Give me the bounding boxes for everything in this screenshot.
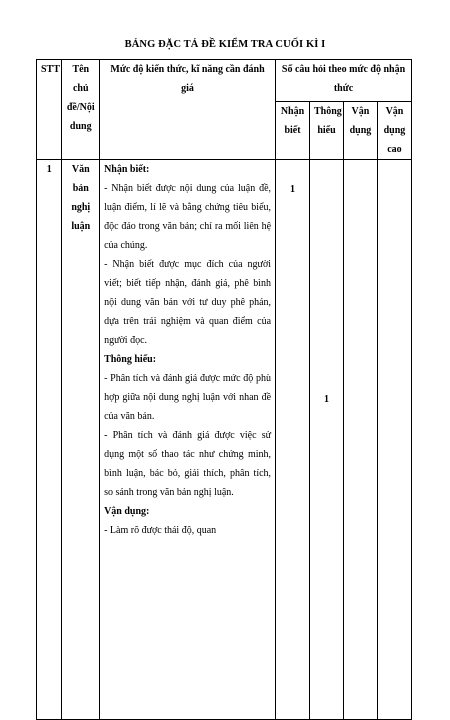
specification-table [36, 59, 412, 720]
section-item: - Nhận biết được nội dung của luận đề, luận điểm, lí lẽ và bằng chứng tiêu biểu, độc đáo trong văn bản; chỉ ra mối liên hệ của chúng. [104, 183, 272, 251]
header-level-nhan-biet: Nhận biết [276, 102, 310, 160]
header-question-group: Số câu hỏi theo mức độ nhận thức [276, 60, 412, 102]
section-heading-thong-hieu: Thông hiểu: [104, 354, 157, 365]
document-title: BẢNG ĐẶC TẢ ĐỀ KIỂM TRA CUỐI KÌ I [124, 39, 326, 50]
section-item: - Phân tích và đánh giá được mức độ phù hợp giữa nội dung nghị luận với nhan đề của văn bản. [104, 373, 272, 422]
section-item: - Phân tích và đánh giá được việc sử dụng một số thao tác như chứng minh, bình luận, bác bỏ, giải thích, phân tích, so sánh trong văn bản nghị luận. [104, 430, 272, 498]
section-item: - Nhận biết được mục đích của người viết; biết tiếp nhận, đánh giá, phê bình nội dung văn bản với tư duy phê phán, dựa trên trải nghiệm và quan điểm của người đọc. [104, 259, 272, 346]
row-topic: Văn bản nghị luận [62, 160, 100, 720]
header-stt: STT [37, 60, 62, 160]
section-heading-nhan-biet: Nhận biết: [104, 164, 150, 175]
header-topic: Tên chủ đề/Nội dung [62, 60, 100, 160]
header-description: Mức độ kiến thức, kĩ năng cần đánh giá [100, 60, 276, 160]
row-stt: 1 [37, 160, 62, 720]
count-thong-hieu-value: 1 [323, 394, 329, 405]
header-level-van-dung: Vận dụng [343, 102, 377, 160]
header-level-thong-hieu: Thông hiểu [310, 102, 344, 160]
section-heading-van-dung: Vận dụng: [104, 506, 150, 517]
header-level-van-dung-cao: Vận dụng cao [377, 102, 411, 160]
count-nhan-biet-value: 1 [290, 184, 296, 195]
section-item: - Làm rõ được thái độ, quan [104, 525, 217, 536]
